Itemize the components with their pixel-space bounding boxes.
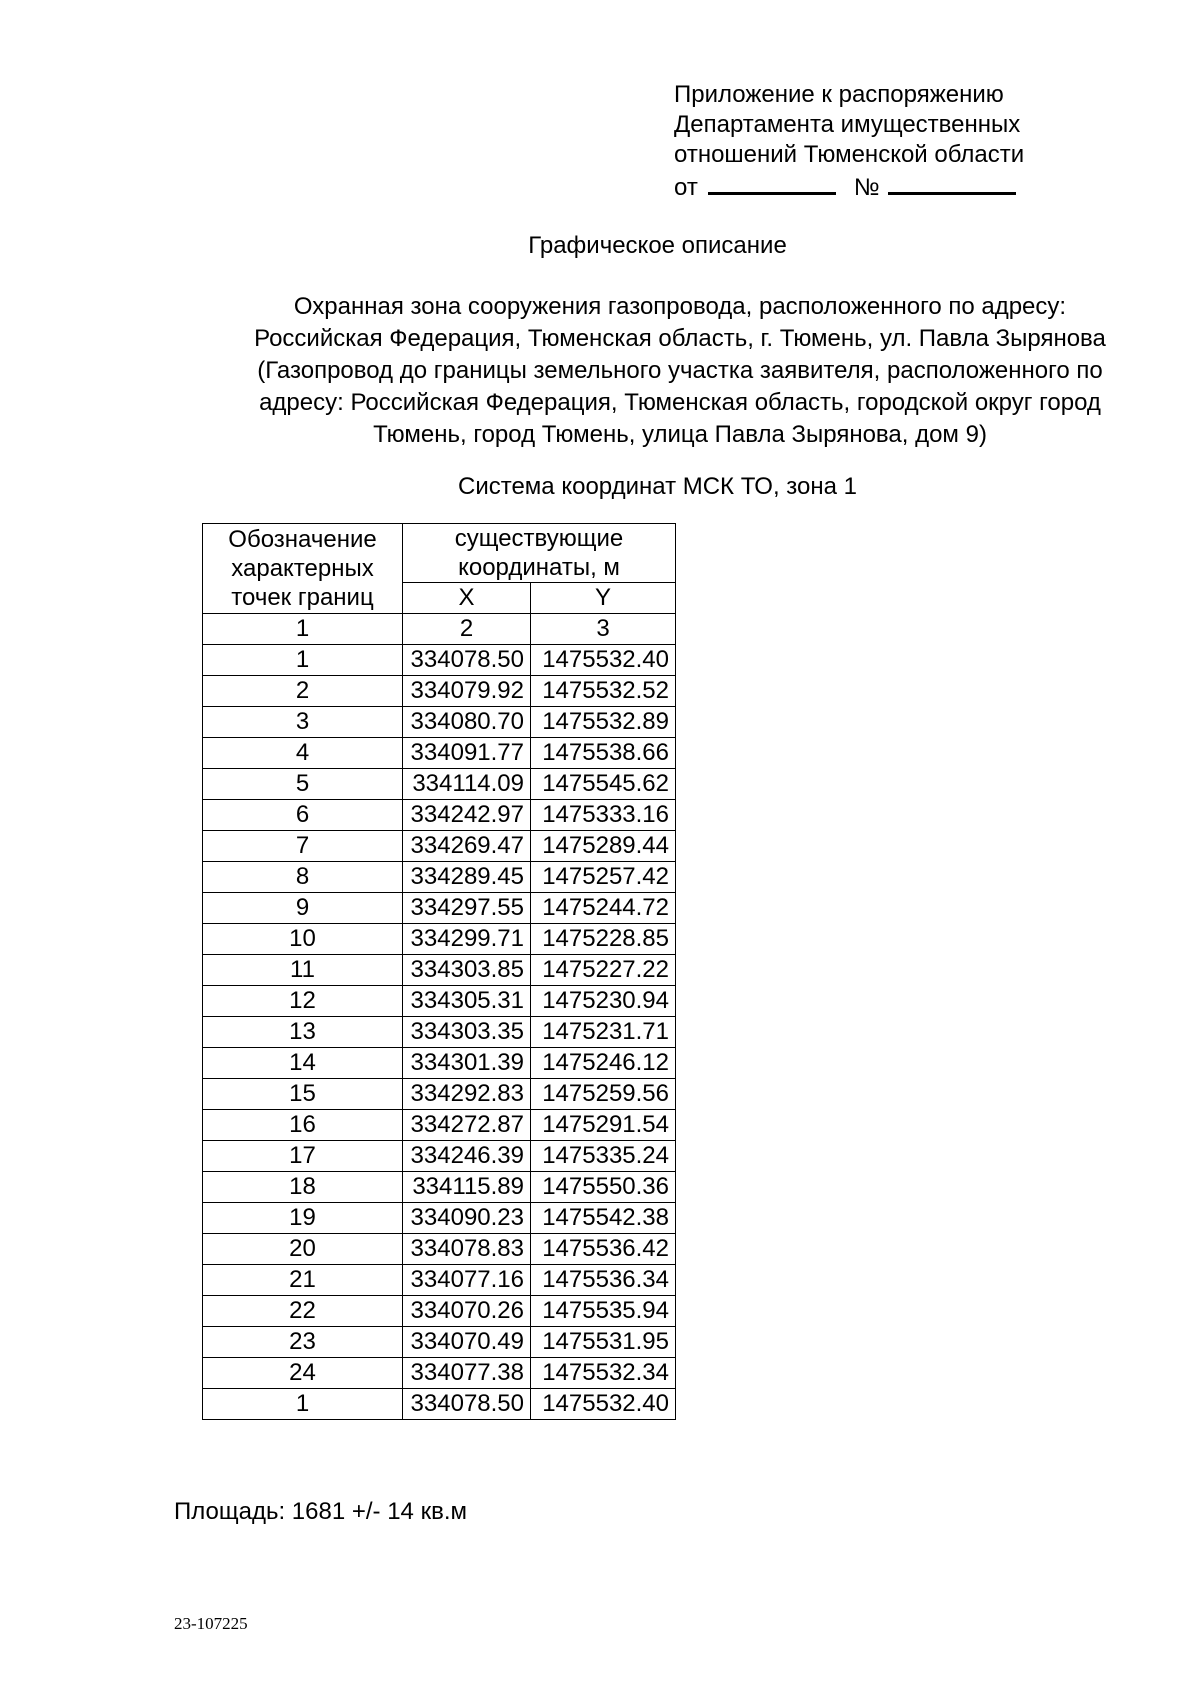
x-coordinate-cell: 334091.77 <box>403 738 531 769</box>
y-coordinate-cell: 1475333.16 <box>531 800 676 831</box>
point-cell: 22 <box>203 1296 403 1327</box>
point-cell: 7 <box>203 831 403 862</box>
x-coordinate-cell: 334070.26 <box>403 1296 531 1327</box>
x-coordinate-cell: 334242.97 <box>403 800 531 831</box>
header-coordinates: существующие координаты, м <box>403 524 676 583</box>
x-coordinate-cell: 334079.92 <box>403 676 531 707</box>
appendix-line-1: Приложение к распоряжению <box>674 81 1004 108</box>
x-coordinate-cell: 334303.85 <box>403 955 531 986</box>
table-row <box>203 1141 676 1172</box>
header-x: X <box>403 583 531 614</box>
table-row <box>203 738 676 769</box>
y-coordinate-cell: 1475531.95 <box>531 1327 676 1358</box>
point-cell: 23 <box>203 1327 403 1358</box>
y-coordinate-cell: 1475244.72 <box>531 893 676 924</box>
table-row <box>203 1048 676 1079</box>
y-coordinate-cell: 1475536.34 <box>531 1265 676 1296</box>
y-coordinate-cell: 1475259.56 <box>531 1079 676 1110</box>
table-row <box>203 893 676 924</box>
y-coordinate-cell: 1475227.22 <box>531 955 676 986</box>
point-cell: 18 <box>203 1172 403 1203</box>
point-cell: 17 <box>203 1141 403 1172</box>
table-row <box>203 986 676 1017</box>
table-row <box>203 1017 676 1048</box>
header-points: Обозначение характерных точек границ <box>203 524 403 614</box>
y-coordinate-cell: 1475230.94 <box>531 986 676 1017</box>
x-coordinate-cell: 334301.39 <box>403 1048 531 1079</box>
point-cell: 8 <box>203 862 403 893</box>
x-coordinate-cell: 334077.38 <box>403 1358 531 1389</box>
table-row <box>203 1234 676 1265</box>
point-cell: 12 <box>203 986 403 1017</box>
point-cell: 21 <box>203 1265 403 1296</box>
x-coordinate-cell: 334269.47 <box>403 831 531 862</box>
x-coordinate-cell: 334292.83 <box>403 1079 531 1110</box>
table-row <box>203 1389 676 1420</box>
table-row <box>203 769 676 800</box>
appendix-block <box>674 80 1024 203</box>
y-coordinate-cell: 1475545.62 <box>531 769 676 800</box>
description-line: Тюмень, город Тюмень, улица Павла Зырянова, дом 9) <box>373 421 987 448</box>
x-coordinate-cell: 334305.31 <box>403 986 531 1017</box>
column-number: 2 <box>403 614 531 645</box>
x-coordinate-cell: 334246.39 <box>403 1141 531 1172</box>
x-coordinate-cell: 334289.45 <box>403 862 531 893</box>
number-blank <box>888 170 1016 195</box>
table-row <box>203 800 676 831</box>
point-cell: 15 <box>203 1079 403 1110</box>
x-coordinate-cell: 334077.16 <box>403 1265 531 1296</box>
y-coordinate-cell: 1475532.52 <box>531 676 676 707</box>
appendix-line-3: отношений Тюменской области <box>674 141 1025 168</box>
table-row <box>203 831 676 862</box>
date-blank <box>708 170 836 195</box>
x-coordinate-cell: 334090.23 <box>403 1203 531 1234</box>
description-line: (Газопровод до границы земельного участка заявителя, расположенного по <box>257 357 1103 384</box>
table-row <box>203 1296 676 1327</box>
zone-description <box>180 291 1180 451</box>
column-number: 3 <box>531 614 676 645</box>
point-cell: 24 <box>203 1358 403 1389</box>
point-cell: 11 <box>203 955 403 986</box>
x-coordinate-cell: 334272.87 <box>403 1110 531 1141</box>
y-coordinate-cell: 1475538.66 <box>531 738 676 769</box>
table-row <box>203 955 676 986</box>
y-coordinate-cell: 1475335.24 <box>531 1141 676 1172</box>
x-coordinate-cell: 334303.35 <box>403 1017 531 1048</box>
appendix-line-2: Департамента имущественных <box>674 111 1021 138</box>
x-coordinate-cell: 334114.09 <box>403 769 531 800</box>
y-coordinate-cell: 1475532.34 <box>531 1358 676 1389</box>
point-cell: 13 <box>203 1017 403 1048</box>
y-coordinate-cell: 1475536.42 <box>531 1234 676 1265</box>
x-coordinate-cell: 334078.50 <box>403 1389 531 1420</box>
x-coordinate-cell: 334078.83 <box>403 1234 531 1265</box>
x-coordinate-cell: 334070.49 <box>403 1327 531 1358</box>
table-row <box>203 1110 676 1141</box>
y-coordinate-cell: 1475289.44 <box>531 831 676 862</box>
table-row <box>203 924 676 955</box>
point-cell: 3 <box>203 707 403 738</box>
x-coordinate-cell: 334080.70 <box>403 707 531 738</box>
y-coordinate-cell: 1475532.40 <box>531 1389 676 1420</box>
table-row <box>203 1079 676 1110</box>
point-cell: 16 <box>203 1110 403 1141</box>
description-line: Российская Федерация, Тюменская область, г. Тюмень, ул. Павла Зырянова <box>254 325 1106 352</box>
table-row <box>203 707 676 738</box>
point-cell: 4 <box>203 738 403 769</box>
y-coordinate-cell: 1475535.94 <box>531 1296 676 1327</box>
x-coordinate-cell: 334299.71 <box>403 924 531 955</box>
point-cell: 6 <box>203 800 403 831</box>
column-number: 1 <box>203 614 403 645</box>
date-prefix: от <box>674 174 698 201</box>
coordinates-table-body <box>203 645 676 1420</box>
point-cell: 14 <box>203 1048 403 1079</box>
point-cell: 5 <box>203 769 403 800</box>
point-cell: 9 <box>203 893 403 924</box>
table-row <box>203 1265 676 1296</box>
table-row <box>203 1358 676 1389</box>
table-row <box>203 862 676 893</box>
point-cell: 1 <box>203 1389 403 1420</box>
x-coordinate-cell: 334115.89 <box>403 1172 531 1203</box>
header-y: Y <box>531 583 676 614</box>
table-row <box>203 645 676 676</box>
appendix-date-number-line <box>674 170 1024 203</box>
document-number: 23-107225 <box>174 1614 248 1633</box>
y-coordinate-cell: 1475542.38 <box>531 1203 676 1234</box>
number-sign: № <box>853 174 880 201</box>
area-statement: Площадь: 1681 +/- 14 кв.м <box>174 1498 467 1525</box>
y-coordinate-cell: 1475228.85 <box>531 924 676 955</box>
table-row <box>203 1203 676 1234</box>
point-cell: 19 <box>203 1203 403 1234</box>
point-cell: 10 <box>203 924 403 955</box>
y-coordinate-cell: 1475550.36 <box>531 1172 676 1203</box>
y-coordinate-cell: 1475291.54 <box>531 1110 676 1141</box>
y-coordinate-cell: 1475532.89 <box>531 707 676 738</box>
description-line: Охранная зона сооружения газопровода, расположенного по адресу: <box>293 293 1067 320</box>
y-coordinate-cell: 1475532.40 <box>531 645 676 676</box>
table-row <box>203 1172 676 1203</box>
point-cell: 2 <box>203 676 403 707</box>
coordinate-system-caption: Система координат МСК ТО, зона 1 <box>458 473 857 500</box>
coordinates-table <box>202 523 676 1420</box>
y-coordinate-cell: 1475246.12 <box>531 1048 676 1079</box>
x-coordinate-cell: 334078.50 <box>403 645 531 676</box>
table-row <box>203 676 676 707</box>
y-coordinate-cell: 1475231.71 <box>531 1017 676 1048</box>
y-coordinate-cell: 1475257.42 <box>531 862 676 893</box>
point-cell: 1 <box>203 645 403 676</box>
x-coordinate-cell: 334297.55 <box>403 893 531 924</box>
document-title: Графическое описание <box>528 232 787 259</box>
description-line: адресу: Российская Федерация, Тюменская область, городской округ город <box>259 389 1101 416</box>
point-cell: 20 <box>203 1234 403 1265</box>
table-row <box>203 1327 676 1358</box>
